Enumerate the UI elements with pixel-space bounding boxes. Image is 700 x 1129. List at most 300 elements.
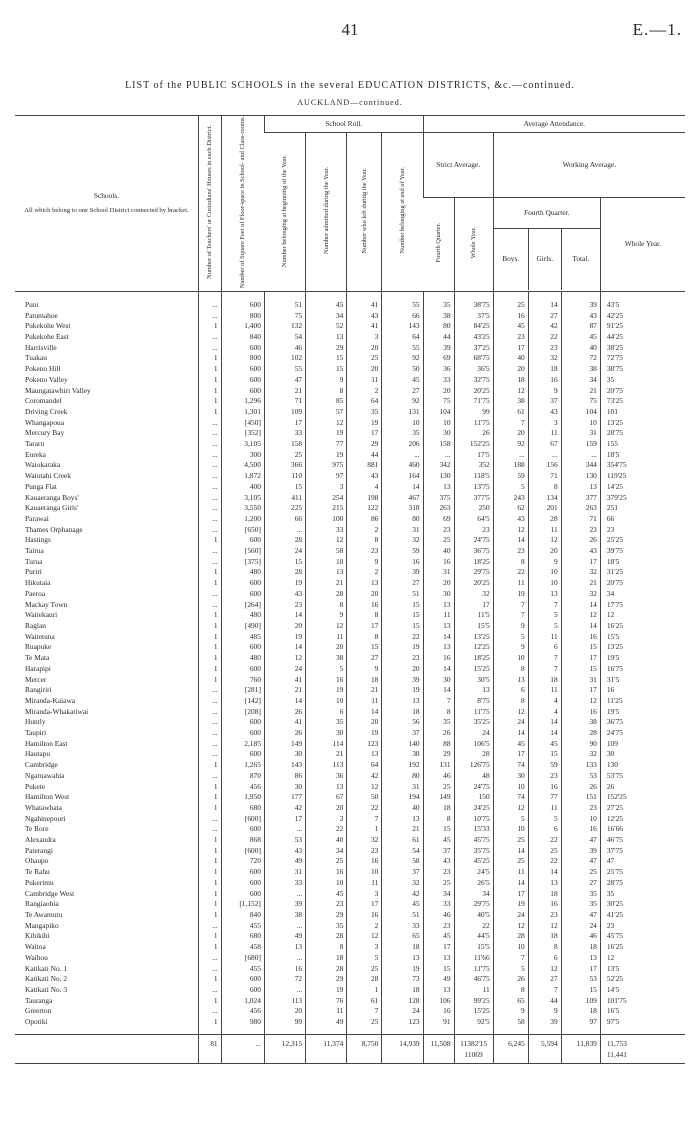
cell-working-whole-year: 23: [600, 921, 685, 932]
cell-admitted: 58: [306, 546, 347, 557]
cell-floor-space: 2,185: [221, 739, 264, 750]
cell-boys: 12: [493, 525, 528, 536]
cell-admitted: 38: [306, 653, 347, 664]
table-row: [15, 546, 685, 557]
cell-left: 5: [347, 953, 382, 964]
cell-roll-end: 14: [382, 482, 423, 493]
cell-total: 18: [561, 942, 600, 953]
cell-boys: 7: [493, 953, 528, 964]
cell-strict-whole-year: 23: [454, 525, 493, 536]
cell-roll-start: 42: [264, 803, 305, 814]
cell-girls: 14: [528, 728, 561, 739]
cell-total: 377: [561, 493, 600, 504]
cell-working-whole-year: 36'75: [600, 717, 685, 728]
cell-working-whole-year: 27'25: [600, 803, 685, 814]
cell-floor-space: 456: [221, 782, 264, 793]
cell-working-whole-year: 35: [600, 889, 685, 900]
table-row: [15, 653, 685, 664]
cell-roll-end: 15: [382, 610, 423, 621]
cell-left: 17: [347, 428, 382, 439]
cell-floor-space: 480: [221, 653, 264, 664]
cell-roll-end: 15: [382, 621, 423, 632]
cell-strict-whole-year: 71'75: [454, 396, 493, 407]
header-average-attendance: Average Attendance.: [423, 116, 685, 133]
cell-teachers: ...: [198, 557, 221, 568]
cell-school-name: Cambridge West: [25, 888, 75, 898]
header-boys: Boys.: [502, 254, 520, 264]
cell-school-name: Ruapuke: [25, 642, 52, 652]
cell-school-name: Ohaupo: [25, 856, 49, 866]
cell-admitted: 10: [306, 696, 347, 707]
cell-left: 25: [347, 1017, 382, 1034]
cell-left: 41: [347, 321, 382, 332]
cell-roll-end: 40: [382, 803, 423, 814]
cell-strict-whole-year: 22: [454, 921, 493, 932]
cell-boys: 11: [493, 867, 528, 878]
cell-left: 22: [347, 803, 382, 814]
cell-teachers: ...: [198, 739, 221, 750]
cell-roll-start: 51: [264, 291, 305, 310]
cell-boys: 12: [493, 803, 528, 814]
cell-floor-space: 600: [221, 889, 264, 900]
cell-school-name: Kihikihi: [25, 931, 50, 941]
cell-roll-end: 22: [382, 632, 423, 643]
cell-admitted: 45: [306, 291, 347, 310]
cell-roll-end: 318: [382, 503, 423, 514]
cell-girls: 45: [528, 739, 561, 750]
cell-total: 31: [561, 675, 600, 686]
cell-total: 39: [561, 291, 600, 310]
cell-girls: 67: [528, 439, 561, 450]
table-row: [15, 375, 685, 386]
cell-working-whole-year: 35: [600, 375, 685, 386]
cell-working-whole-year: 18'5: [600, 557, 685, 568]
cell-roll-end: 192: [382, 760, 423, 771]
cell-total: 13: [561, 482, 600, 493]
cell-left: 43: [347, 311, 382, 322]
cell-boys: 45: [493, 739, 528, 750]
cell-roll-end: 42: [382, 889, 423, 900]
cell-working-whole-year: 46'75: [600, 835, 685, 846]
cell-boys: 16: [493, 311, 528, 322]
cell-school-name: Kauaeranga Boys': [25, 492, 79, 502]
cell-roll-start: 21: [264, 685, 305, 696]
cell-floor-space: 455: [221, 921, 264, 932]
cell-floor-space: 600: [221, 974, 264, 985]
cell-floor-space: 485: [221, 632, 264, 643]
cell-total: 10: [561, 418, 600, 429]
cell-admitted: 10: [306, 878, 347, 889]
cell-roll-end: 19: [382, 964, 423, 975]
cell-girls: 77: [528, 792, 561, 803]
cell-total: 104: [561, 407, 600, 418]
cell-teachers: ...: [198, 332, 221, 343]
cell-working-whole-year: 17'75: [600, 600, 685, 611]
header-strict-fourth-quarter: Fourth Quarter.: [423, 197, 454, 291]
cell-girls: 39: [528, 1017, 561, 1034]
cell-school-name: Hamilton West: [25, 792, 70, 802]
cell-total: 45: [561, 332, 600, 343]
cell-total: 53: [561, 974, 600, 985]
cell-teachers: ...: [198, 514, 221, 525]
cell-floor-space: 600: [221, 375, 264, 386]
cell-girls: 42: [528, 321, 561, 332]
cell-total: 15: [561, 642, 600, 653]
cell-left: 2: [347, 386, 382, 397]
cell-strict-fourth-quarter: 33: [423, 375, 454, 386]
cell-floor-space: 600: [221, 386, 264, 397]
table-row: [15, 814, 685, 825]
cell-admitted: 57: [306, 407, 347, 418]
cell-left: 23: [347, 846, 382, 857]
cell-total: 34: [561, 375, 600, 386]
cell-left: 16: [347, 600, 382, 611]
cell-strict-fourth-quarter: 45: [423, 835, 454, 846]
cell-strict-whole-year: 64'5: [454, 514, 493, 525]
cell-boys: 7: [493, 600, 528, 611]
cell-floor-space: 1,200: [221, 514, 264, 525]
cell-school-name: Turua: [25, 556, 43, 566]
cell-strict-fourth-quarter: 8: [423, 707, 454, 718]
cell-strict-fourth-quarter: 131: [423, 760, 454, 771]
cell-working-whole-year: 12: [600, 953, 685, 964]
cell-teachers: 1: [198, 835, 221, 846]
cell-boys: 92: [493, 439, 528, 450]
cell-school-name: Eureka: [25, 449, 46, 459]
cell-strict-whole-year: 24: [454, 728, 493, 739]
cell-admitted: 35: [306, 717, 347, 728]
cell-strict-fourth-quarter: 13: [423, 621, 454, 632]
table-row: [15, 771, 685, 782]
cell-boys: 28: [493, 931, 528, 942]
cell-boys: ...: [493, 450, 528, 461]
cell-strict-whole-year: 35'75: [454, 846, 493, 857]
cell-teachers: 1: [198, 321, 221, 332]
cell-working-whole-year: 66: [600, 514, 685, 525]
cell-boys: 10: [493, 942, 528, 953]
cell-roll-end: 61: [382, 835, 423, 846]
cell-school-name: Hautapu: [25, 749, 51, 759]
cell-teachers: 1: [198, 396, 221, 407]
cell-strict-fourth-quarter: 33: [423, 899, 454, 910]
cell-total: 97: [561, 1017, 600, 1034]
table-row: [15, 471, 685, 482]
cell-roll-start: 99: [264, 1017, 305, 1034]
cell-strict-fourth-quarter: 88: [423, 739, 454, 750]
cell-working-whole-year: 25'75: [600, 867, 685, 878]
cell-school-name: Miranda-Kaiawa: [25, 695, 76, 705]
cell-roll-start: ...: [264, 921, 305, 932]
cell-school-name: Puni: [25, 299, 39, 309]
cell-total: 26: [561, 535, 600, 546]
cell-strict-fourth-quarter: 37: [423, 846, 454, 857]
cell-strict-fourth-quarter: 31: [423, 567, 454, 578]
cell-teachers: ...: [198, 771, 221, 782]
cell-school-name: Tararu: [25, 439, 45, 449]
cell-floor-space: [650]: [221, 525, 264, 536]
cell-strict-fourth-quarter: 130: [423, 471, 454, 482]
cell-admitted: 36: [306, 771, 347, 782]
cell-floor-space: 600: [221, 535, 264, 546]
cell-roll-start: ...: [264, 889, 305, 900]
cell-left: 1: [347, 824, 382, 835]
table-row: [15, 578, 685, 589]
cell-girls: 44: [528, 996, 561, 1007]
cell-admitted: 12: [306, 535, 347, 546]
cell-strict-whole-year: 37'25: [454, 343, 493, 354]
cell-strict-fourth-quarter: 29: [423, 749, 454, 760]
cell-roll-start: 177: [264, 792, 305, 803]
cell-boys: 7: [493, 418, 528, 429]
cell-teachers: ...: [198, 343, 221, 354]
cell-strict-fourth-quarter: 35: [423, 717, 454, 728]
cell-strict-whole-year: 11'75: [454, 964, 493, 975]
cell-total: 46: [561, 931, 600, 942]
cell-strict-whole-year: 44'5: [454, 931, 493, 942]
cell-school-name: Puriri: [25, 567, 42, 577]
cell-working-whole-year: 26: [600, 782, 685, 793]
cell-strict-whole-year: 15'25: [454, 664, 493, 675]
cell-girls: 5: [528, 814, 561, 825]
cell-roll-end: 143: [382, 321, 423, 332]
cell-admitted: 19: [306, 428, 347, 439]
cell-boys: 40: [493, 353, 528, 364]
cell-teachers: 1: [198, 407, 221, 418]
cell-strict-fourth-quarter: 46: [423, 771, 454, 782]
cell-teachers: ...: [198, 418, 221, 429]
page-title: LIST of the PUBLIC SCHOOLS in the several EDUCATION DISTRICTS, &c.—continued.: [125, 80, 575, 91]
cell-strict-whole-year: 30'5: [454, 675, 493, 686]
cell-strict-fourth-quarter: 14: [423, 664, 454, 675]
cell-girls: 10: [528, 578, 561, 589]
cell-boys: 24: [493, 717, 528, 728]
cell-floor-space: 600: [221, 578, 264, 589]
table-row: [15, 856, 685, 867]
cell-floor-space: [600]: [221, 814, 264, 825]
cell-floor-space: 840: [221, 332, 264, 343]
cell-roll-start: 28: [264, 567, 305, 578]
cell-teachers: ...: [198, 707, 221, 718]
cell-girls: 27: [528, 974, 561, 985]
cell-roll-end: 65: [382, 931, 423, 942]
cell-working-whole-year: 152'25: [600, 792, 685, 803]
cell-roll-start: 20: [264, 621, 305, 632]
cell-school-name: Harrisville: [25, 342, 57, 352]
cell-girls: 20: [528, 546, 561, 557]
cell-total: 12: [561, 610, 600, 621]
cell-school-name: Pokeno Valley: [25, 374, 68, 384]
cell-roll-start: 14: [264, 610, 305, 621]
cell-teachers: ...: [198, 717, 221, 728]
cell-strict-fourth-quarter: 23: [423, 867, 454, 878]
cell-boys: 10: [493, 824, 528, 835]
cell-total: 12: [561, 696, 600, 707]
cell-strict-whole-year: 106'5: [454, 739, 493, 750]
cell-boys: 14: [493, 846, 528, 857]
cell-roll-start: 38: [264, 910, 305, 921]
cell-strict-fourth-quarter: 15: [423, 824, 454, 835]
cell-floor-space: 600: [221, 824, 264, 835]
cell-total: 27: [561, 878, 600, 889]
header-girls: Girls.: [528, 229, 561, 290]
cell-girls: 156: [528, 460, 561, 471]
cell-strict-whole-year: 68'75: [454, 353, 493, 364]
total-boys: 6,245: [493, 1034, 528, 1063]
cell-roll-start: ...: [264, 525, 305, 536]
cell-strict-whole-year: 11'66: [454, 953, 493, 964]
cell-left: 43: [347, 471, 382, 482]
cell-working-whole-year: 43'5: [600, 291, 685, 310]
table-row: [15, 985, 685, 996]
cell-strict-fourth-quarter: 8: [423, 814, 454, 825]
cell-girls: 12: [528, 964, 561, 975]
table-row: [15, 503, 685, 514]
cell-strict-fourth-quarter: 40: [423, 546, 454, 557]
cell-total: 75: [561, 396, 600, 407]
cell-school-name: Waitetuna: [25, 631, 55, 641]
cell-roll-end: 467: [382, 493, 423, 504]
cell-strict-whole-year: 15'5: [454, 621, 493, 632]
cell-girls: 22: [528, 835, 561, 846]
cell-working-whole-year: 47: [600, 856, 685, 867]
cell-school-name: Whatawhata: [25, 802, 62, 812]
table-row: [15, 642, 685, 653]
cell-boys: 23: [493, 546, 528, 557]
cell-working-whole-year: 16'75: [600, 664, 685, 675]
cell-strict-whole-year: 11: [454, 985, 493, 996]
cell-teachers: 1: [198, 889, 221, 900]
cell-girls: 16: [528, 899, 561, 910]
cell-total: 263: [561, 503, 600, 514]
cell-roll-start: 66: [264, 514, 305, 525]
cell-roll-start: 26: [264, 728, 305, 739]
cell-girls: 8: [528, 482, 561, 493]
cell-boys: 5: [493, 964, 528, 975]
table-row: [15, 964, 685, 975]
cell-admitted: 12: [306, 418, 347, 429]
cell-roll-end: 80: [382, 771, 423, 782]
cell-admitted: 8: [306, 942, 347, 953]
table-row: [15, 535, 685, 546]
cell-roll-start: 49: [264, 856, 305, 867]
cell-roll-start: 43: [264, 589, 305, 600]
cell-school-name: Katikati No. 1: [25, 963, 68, 973]
cell-strict-whole-year: 11'75: [454, 707, 493, 718]
cell-roll-start: 411: [264, 493, 305, 504]
table-row: [15, 707, 685, 718]
table-row: [15, 760, 685, 771]
table-row: [15, 460, 685, 471]
cell-roll-end: 92: [382, 396, 423, 407]
cell-teachers: 1: [198, 974, 221, 985]
cell-roll-start: 110: [264, 471, 305, 482]
cell-roll-end: 140: [382, 739, 423, 750]
cell-roll-start: 17: [264, 418, 305, 429]
cell-total: 344: [561, 460, 600, 471]
cell-left: 198: [347, 493, 382, 504]
cell-admitted: 30: [306, 728, 347, 739]
cell-left: 13: [347, 749, 382, 760]
cell-strict-whole-year: 20'25: [454, 578, 493, 589]
table-row: [15, 514, 685, 525]
cell-roll-start: 46: [264, 343, 305, 354]
cell-roll-start: 86: [264, 771, 305, 782]
cell-admitted: 29: [306, 343, 347, 354]
cell-working-whole-year: 24'75: [600, 728, 685, 739]
table-row: [15, 921, 685, 932]
cell-admitted: 35: [306, 921, 347, 932]
table-row: [15, 717, 685, 728]
cell-school-name: Mercer: [25, 674, 47, 684]
cell-boys: 45: [493, 321, 528, 332]
cell-total: 71: [561, 514, 600, 525]
cell-girls: 18: [528, 889, 561, 900]
cell-floor-space: [142]: [221, 696, 264, 707]
cell-working-whole-year: 34: [600, 589, 685, 600]
cell-girls: 13: [528, 589, 561, 600]
cell-admitted: 34: [306, 311, 347, 322]
cell-girls: 6: [528, 953, 561, 964]
cell-boys: 17: [493, 889, 528, 900]
cell-roll-end: 23: [382, 653, 423, 664]
cell-total: 17: [561, 964, 600, 975]
cell-girls: 9: [528, 386, 561, 397]
total-working-whole-year: 11,753 11,441: [600, 1034, 685, 1063]
cell-boys: 43: [493, 514, 528, 525]
cell-total: 47: [561, 910, 600, 921]
cell-teachers: ...: [198, 291, 221, 310]
cell-left: 27: [347, 653, 382, 664]
header-admitted: Number admitted during the Year.: [306, 133, 347, 292]
cell-roll-end: 31: [382, 525, 423, 536]
cell-roll-end: 64: [382, 332, 423, 343]
cell-strict-fourth-quarter: 11: [423, 610, 454, 621]
cell-floor-space: [208]: [221, 707, 264, 718]
table-row: [15, 386, 685, 397]
cell-teachers: 1: [198, 910, 221, 921]
table-row: [15, 396, 685, 407]
cell-strict-whole-year: 377'5: [454, 493, 493, 504]
cell-admitted: 8: [306, 600, 347, 611]
cell-strict-fourth-quarter: 69: [423, 514, 454, 525]
cell-working-whole-year: 20'75: [600, 386, 685, 397]
cell-admitted: 29: [306, 974, 347, 985]
cell-roll-start: 30: [264, 749, 305, 760]
cell-floor-space: [281]: [221, 685, 264, 696]
cell-strict-whole-year: 48: [454, 771, 493, 782]
header-schools-note: All which belong to one School District connected by bracket.: [24, 206, 189, 214]
cell-total: 47: [561, 856, 600, 867]
cell-teachers: 1: [198, 567, 221, 578]
cell-strict-whole-year: 29'75: [454, 567, 493, 578]
cell-school-name: Hikutaia: [25, 578, 51, 588]
cell-roll-start: 26: [264, 707, 305, 718]
cell-roll-start: 109: [264, 407, 305, 418]
cell-school-name: Tuakau: [25, 353, 47, 363]
cell-admitted: 11: [306, 1006, 347, 1017]
cell-roll-end: 80: [382, 514, 423, 525]
cell-working-whole-year: 52'25: [600, 974, 685, 985]
cell-teachers: ...: [198, 921, 221, 932]
cell-strict-whole-year: 99: [454, 407, 493, 418]
cell-strict-whole-year: 24'25: [454, 803, 493, 814]
cell-strict-whole-year: 126'75: [454, 760, 493, 771]
cell-girls: 11: [528, 803, 561, 814]
cell-teachers: 1: [198, 803, 221, 814]
cell-strict-whole-year: 40'5: [454, 910, 493, 921]
cell-total: 10: [561, 814, 600, 825]
cell-floor-space: [264]: [221, 600, 264, 611]
